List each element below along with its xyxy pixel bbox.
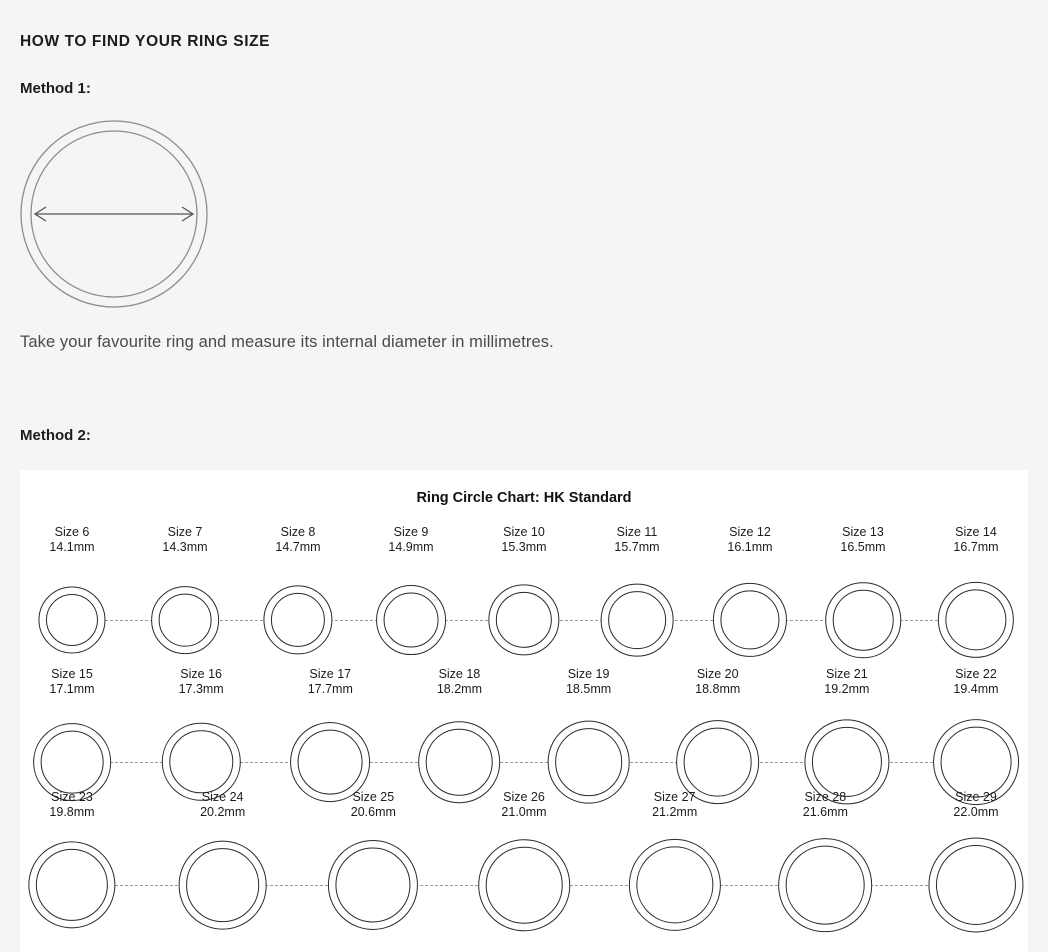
ring-circle-graphic xyxy=(916,835,1028,935)
ring-circle-graphic xyxy=(351,570,471,670)
ring-inner-circle xyxy=(720,590,779,649)
ring-diameter-label: 14.9mm xyxy=(388,540,434,554)
ring-inner-circle xyxy=(336,847,411,922)
ring-inner-circle xyxy=(46,594,98,646)
ring-diameter-label: 20.6mm xyxy=(350,805,396,819)
ring-size-cell xyxy=(529,667,649,697)
ring-diameter-label: 16.7mm xyxy=(953,540,999,554)
ring-circle-graphic xyxy=(464,570,584,670)
ring-size-label: Size 11 xyxy=(616,525,658,539)
ring-diameter-label: 19.8mm xyxy=(49,805,95,819)
ring-size-cell xyxy=(690,525,810,555)
ring-circle-graphic xyxy=(615,835,735,935)
ring-size-cell xyxy=(577,525,697,555)
ring-size-cell xyxy=(163,790,283,820)
ring-size-cell xyxy=(399,667,519,697)
ring-inner-circle xyxy=(608,591,666,649)
ring-inner-circle xyxy=(186,848,260,922)
ring-size-cell xyxy=(464,790,584,820)
ring-size-label: Size 14 xyxy=(955,525,997,539)
ring-circle-graphic xyxy=(690,570,810,670)
page-title: HOW TO FIND YOUR RING SIZE xyxy=(20,33,271,50)
chart-row xyxy=(20,667,1028,809)
ring-size-label: Size 18 xyxy=(438,667,481,681)
ring-size-cell xyxy=(20,790,132,820)
ring-size-label: Size 9 xyxy=(393,525,429,539)
ring-inner-circle xyxy=(555,728,623,796)
ring-diameter-arrow-diagram xyxy=(18,118,210,310)
ring-inner-circle xyxy=(271,593,325,647)
ring-size-label: Size 23 xyxy=(51,790,93,804)
ring-circle-chart-panel xyxy=(20,470,1028,952)
ring-inner-circle xyxy=(936,845,1016,925)
ring-inner-circle xyxy=(41,731,104,794)
chart-title: Ring Circle Chart: HK Standard xyxy=(416,490,632,506)
ring-size-label: Size 7 xyxy=(167,525,203,539)
ring-size-label: Size 12 xyxy=(729,525,771,539)
ring-size-cell xyxy=(916,525,1028,555)
ring-diameter-label: 17.3mm xyxy=(178,682,224,696)
ring-size-label: Size 19 xyxy=(567,667,610,681)
ring-size-label: Size 6 xyxy=(54,525,90,539)
ring-circle-graphic xyxy=(313,835,433,935)
ring-size-label: Size 16 xyxy=(180,667,222,681)
ring-circle-graphic xyxy=(577,570,697,670)
ring-inner-circle xyxy=(384,593,439,648)
ring-diameter-label: 19.2mm xyxy=(824,682,870,696)
chart-row xyxy=(20,525,1028,667)
ring-size-cell xyxy=(787,667,907,697)
ring-size-cell xyxy=(20,667,132,697)
ring-diameter-label: 20.2mm xyxy=(200,805,246,819)
ring-diameter-label: 15.3mm xyxy=(501,540,547,554)
ring-size-label: Size 17 xyxy=(309,667,352,681)
ring-size-label: Size 29 xyxy=(955,790,997,804)
ring-size-cell xyxy=(351,525,471,555)
ring-inner-circle xyxy=(812,727,882,797)
ring-size-label: Size 25 xyxy=(352,790,395,804)
ring-inner-circle xyxy=(486,847,563,924)
ring-circle-graphic xyxy=(238,570,358,670)
ring-inner-circle xyxy=(833,590,894,651)
ring-size-label: Size 8 xyxy=(280,525,316,539)
ring-size-label: Size 13 xyxy=(842,525,884,539)
ring-diameter-label: 16.1mm xyxy=(727,540,773,554)
ring-diameter-label: 18.8mm xyxy=(695,682,741,696)
ring-size-cell xyxy=(916,667,1028,697)
ring-diameter-label: 22.0mm xyxy=(953,805,999,819)
ring-size-cell xyxy=(916,790,1028,820)
ring-diameter-label: 19.4mm xyxy=(953,682,999,696)
ring-inner-circle xyxy=(683,728,752,797)
ring-size-cell xyxy=(765,790,885,820)
ring-circle-graphic xyxy=(464,835,584,935)
ring-circle-graphic xyxy=(765,835,885,935)
ring-diameter-label: 17.7mm xyxy=(307,682,353,696)
ring-size-cell xyxy=(270,667,390,697)
ring-size-label: Size 15 xyxy=(51,667,93,681)
ring-diameter-label: 18.2mm xyxy=(436,682,482,696)
ring-circle-graphic xyxy=(20,835,132,935)
ring-inner-circle xyxy=(159,594,212,647)
ring-diameter-label: 14.1mm xyxy=(49,540,95,554)
ring-inner-circle xyxy=(786,846,865,925)
ring-diameter-label: 18.5mm xyxy=(565,682,612,696)
ring-size-label: Size 24 xyxy=(201,790,244,804)
ring-size-label: Size 20 xyxy=(696,667,739,681)
ring-inner-circle xyxy=(636,846,713,923)
ring-circle-graphic xyxy=(916,570,1028,670)
ring-inner-circle xyxy=(941,727,1012,798)
ring-circle-graphic xyxy=(20,570,132,670)
ring-inner-circle xyxy=(298,730,363,795)
ring-size-cell xyxy=(803,525,923,555)
method-1-label: Method 1: xyxy=(20,80,91,97)
ring-inner-circle xyxy=(426,729,493,796)
ring-diameter-label: 17.1mm xyxy=(49,682,95,696)
method-1-caption: Take your favourite ring and measure its internal diameter in millimetres. xyxy=(20,333,554,351)
method-2-label: Method 2: xyxy=(20,427,91,444)
ring-size-label: Size 27 xyxy=(653,790,696,804)
ring-size-label: Size 26 xyxy=(503,790,545,804)
ring-circle-graphic xyxy=(125,570,245,670)
ring-size-cell xyxy=(615,790,735,820)
ring-size-cell xyxy=(20,525,132,555)
ring-size-cell xyxy=(141,667,261,697)
ring-diameter-label: 14.3mm xyxy=(162,540,208,554)
ring-circle-graphic xyxy=(163,835,283,935)
ring-diameter-label: 15.7mm xyxy=(614,540,660,554)
ring-size-label: Size 10 xyxy=(503,525,545,539)
ring-size-cell xyxy=(313,790,433,820)
ring-diameter-label: 14.7mm xyxy=(275,540,321,554)
ring-size-label: Size 21 xyxy=(825,667,868,681)
ring-size-cell xyxy=(464,525,584,555)
ring-inner-circle xyxy=(36,849,108,921)
ring-circle-graphic xyxy=(803,570,923,670)
ring-diameter-label: 16.5mm xyxy=(840,540,886,554)
ring-diameter-label: 21.6mm xyxy=(802,805,848,819)
chart-row xyxy=(20,790,1028,932)
ring-size-cell xyxy=(238,525,358,555)
ring-size-label: Size 28 xyxy=(804,790,847,804)
ring-size-cell xyxy=(125,525,245,555)
ring-diameter-label: 21.2mm xyxy=(652,805,698,819)
ring-diameter-label: 21.0mm xyxy=(501,805,547,819)
ring-size-label: Size 22 xyxy=(955,667,997,681)
ring-size-cell xyxy=(658,667,778,697)
